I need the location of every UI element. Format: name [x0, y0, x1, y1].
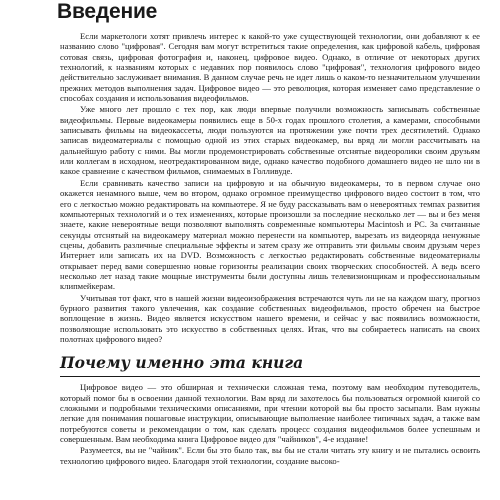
- section-paragraph-1: Цифровое видео — это обширная и технически сложная тема, поэтому вам необходим путеводитель, который помог бы в освоении данной технологии. Вам вряд ли захотелось бы пользоваться огромной книгой со сложными и подробными техническими описаниями, при чтении которой вы бы просто засыпали. Вам нужны легкие для понимания пошаговые инструкции, описывающие выполнение наиболее типичных задач, а также вам потребуются советы и рекомендации о том, как сделать процесс создания видеофильмов более успешным и совершенным. Вам необходима книга Цифровое видео для "чайников", 4-е издание!: [60, 382, 480, 445]
- intro-paragraph-1: Если маркетологи хотят привлечь интерес к какой-то уже существующей технологии, они добавляют к ее названию слово "цифровая". Сегодня вам могут встретиться такие определения, как цифровой кабель, цифровая сотовая связь, цифровая фотография и, наконец, цифровое видео. Однако, в отличие от некоторых других технологий, к названиям которых с недавних пор появилось слово "цифровая", технология цифрового видео действительно заслуживает внимания. В данном случае речь не идет лишь о каком-то незначительном улучшении прежних методов выполнения задач. Цифровое видео — это революция, которая изменяет само представление о способах создания и использования видеофильмов.: [60, 31, 480, 104]
- section-paragraph-2: Разумеется, вы не "чайник". Если бы это было так, вы бы не стали читать эту книгу и не пытались освоить технологию цифрового видео. Благодаря этой технологии, создание высоко-: [60, 445, 480, 466]
- section-heading: Почему именно эта книга: [60, 353, 480, 377]
- intro-paragraph-2: Уже много лет прошло с тех пор, как люди впервые получили возможность записывать собственные видеофильмы. Первые видеокамеры появились еще в 50-х годах прошлого столетия, а камерами, способными записывать фильмы на видеокассеты, люди пользуются на протяжении уже почти трех десятилетий. Однако записав видеоматериалы с помощью одной из этих старых видеокамер, вы вряд ли могли рассчитывать на дальнейшую работу с ними. Вы могли продемонстрировать собственные отснятые видеоролики своим друзьям или коллегам в исходном, неотредактированном виде, однако качество подобного домашнего видео не шло ни в какое сравнение с качеством фильмов, снимаемых в Голливуде.: [60, 104, 480, 177]
- intro-paragraph-4: Учитывая тот факт, что в нашей жизни видеоизображения встречаются чуть ли не на каждом шагу, прогноз бурного развития такого увлечения, как создание собственных видеофильмов, просто обречен на быстрое воплощение в жизнь. Видео является искусством нашего времени, и сейчас у вас появились возможности, позволяющие использовать это искусство в собственных целях. Итак, что вы собираетесь написать на своих полотнах цифрового видео?: [60, 292, 480, 344]
- page-title: Введение: [57, 0, 158, 23]
- intro-paragraph-3: Если сравнивать качество записи на цифровую и на обычную видеокамеры, то в первом случае оно окажется ненамного выше, чем во втором, однако огромное преимущество цифрового видео состоит в том, что его с легкостью можно редактировать на компьютере. Я не буду рассказывать вам о невероятных темпах развития компьютерных технологий и о тех изменениях, которые произошли за последние несколько лет — вы и без меня знаете, какие невероятные вещи позволяют выполнять современные компьютеры Macintosh и PC. За считанные секунды отснятый на видеокамеру материал можно перенести на компьютер, вырезать из видеоряда ненужные сцены, добавить различные специальные эффекты и затем сразу же отправить эти фильмы своим друзьям через Интернет или записать их на DVD. Возможность с легкостью редактировать собственные видеоматериалы открывает перед вами совершенно новые горизонты реализации своих творческих способностей. А ведь всего несколько лет назад такие мощные инструменты были доступны лишь телевизионщикам и профессиональным клипмейкерам.: [60, 177, 480, 292]
- document-page: [57, 0, 480, 467]
